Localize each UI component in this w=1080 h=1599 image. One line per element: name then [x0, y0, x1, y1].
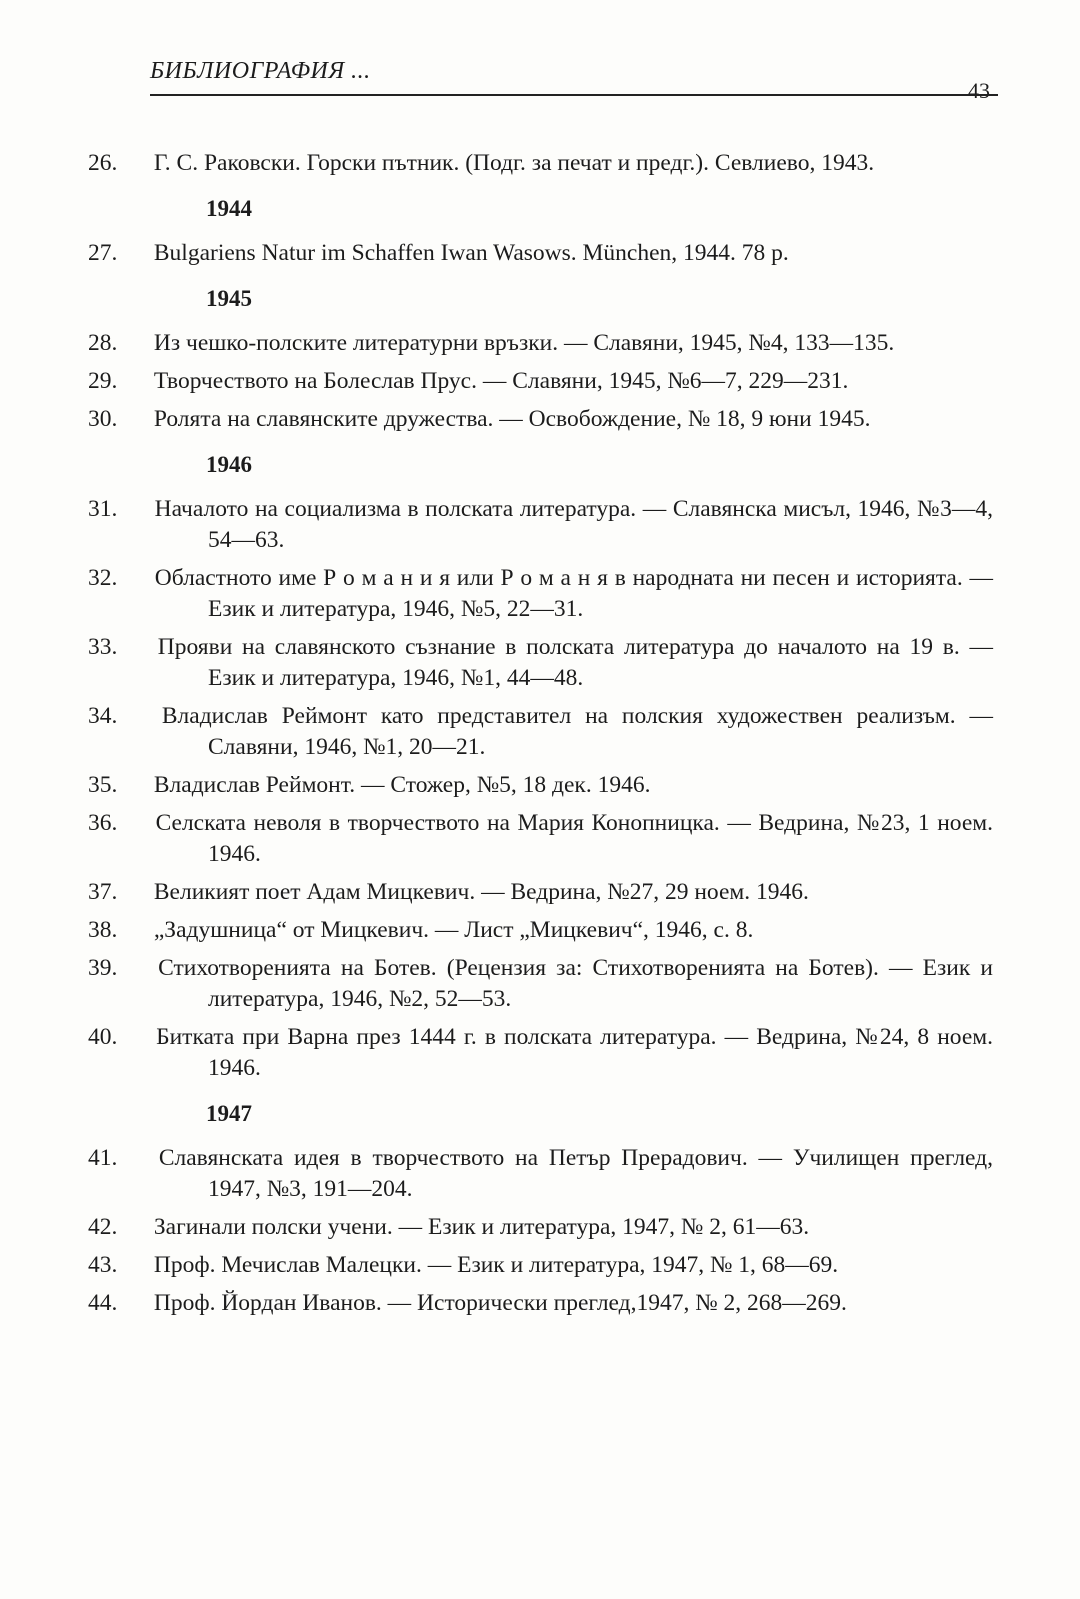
year-heading: 1944	[206, 196, 252, 221]
entry-text: Владислав Реймонт. — Стожер, №5, 18 дек. 1946.	[153, 772, 651, 798]
entry-text: Проф. Мечислав Малецки. — Език и литература, 1947, № 1, 68—69.	[153, 1252, 839, 1278]
bibliography-entry: 36. Селската неволя в творчеството на Мария Конопницка. — Ведрина, №23, 1 ноем. 1946.	[88, 810, 993, 867]
bibliography-entry: 35. Владислав Реймонт. — Стожер, №5, 18 дек. 1946.	[88, 772, 651, 798]
entry-text: Стихотворенията на Ботев. (Рецензия за: Стихотворенията на Ботев). — Език и литература, 1946, №2, 52—53.	[158, 955, 993, 1012]
bibliography-entry: 31. Началото на социализма в полската литература. — Славянска мисъл, 1946, №3—4, 54—63.	[88, 496, 994, 553]
bibliography-entry: 44. Проф. Йордан Иванов. — Исторически преглед,1947, № 2, 268—269.	[88, 1290, 847, 1316]
bibliography-section	[88, 283, 993, 435]
page-number: 43	[968, 78, 990, 103]
entry-text: Славянската идея в творчеството на Петър Прерадович. — Училищен преглед, 1947, №3, 191—204.	[158, 1145, 993, 1202]
entry-text: Областното име Р о м а н и я или Р о м а н я в народната ни песен и историята. — Език и литература, 1946, №5, 22—31.	[154, 565, 993, 622]
entry-text: Bulgariens Natur im Schaffen Iwan Wasows. München, 1944. 78 р.	[153, 240, 789, 266]
bibliography-list	[88, 148, 994, 1326]
entry-text: „Задушница“ от Мицкевич. — Лист „Мицкевич“, 1946, с. 8.	[153, 917, 754, 943]
bibliography-entry: 37. Великият поет Адам Мицкевич. — Ведрина, №27, 29 ноем. 1946.	[88, 879, 809, 905]
bibliography-section	[88, 449, 994, 1084]
bibliography-entry: 40. Битката при Варна през 1444 г. в полската литература. — Ведрина, №24, 8 ноем. 1946.	[88, 1024, 994, 1081]
bibliography-entry: 39. Стихотворенията на Ботев. (Рецензия за: Стихотворенията на Ботев). — Език и литература, 1946, №2, 52—53.	[88, 955, 993, 1012]
bibliography-entry: 30. Ролята на славянските дружества. — Освобождение, № 18, 9 юни 1945.	[88, 406, 871, 432]
bibliography-entry: 41. Славянската идея в творчеството на Петър Прерадович. — Училищен преглед, 1947, №3, 191—204.	[88, 1145, 993, 1202]
running-head: БИБЛИОГРАФИЯ ...	[150, 58, 371, 84]
entry-text: Битката при Варна през 1444 г. в полската литература. — Ведрина, №24, 8 ноем. 1946.	[156, 1024, 994, 1081]
entry-text: Из чешко-полските литературни връзки. — Славяни, 1945, №4, 133—135.	[153, 330, 895, 356]
bibliography-entry: 27. Bulgariens Natur im Schaffen Iwan Wasows. München, 1944. 78 р.	[88, 240, 789, 266]
entry-text: Великият поет Адам Мицкевич. — Ведрина, №27, 29 ноем. 1946.	[153, 879, 809, 905]
entry-text: Г. С. Раковски. Горски пътник. (Подг. за печат и предг.). Севлиево, 1943.	[153, 150, 875, 176]
entry-text: Загинали полски учени. — Език и литература, 1947, № 2, 61—63.	[153, 1214, 810, 1240]
entry-text: Ролята на славянските дружества. — Освобождение, № 18, 9 юни 1945.	[153, 406, 871, 432]
bibliography-section	[88, 1098, 993, 1319]
bibliography-entry: 28. Из чешко-полските литературни връзки. — Славяни, 1945, №4, 133—135.	[88, 330, 895, 356]
entry-text: Владислав Реймонт като представител на полския художествен реализъм. — Славяни, 1946, №1, 20—21.	[161, 703, 993, 760]
year-heading: 1947	[206, 1101, 252, 1126]
bibliography-entry: 42. Загинали полски учени. — Език и литература, 1947, № 2, 61—63.	[88, 1214, 810, 1240]
bibliography-entry: 34. Владислав Реймонт като представител на полския художествен реализъм. — Славяни, 1946, №1, 20—21.	[88, 703, 993, 760]
bibliography-entry: 29. Творчеството на Болеслав Прус. — Славяни, 1945, №6—7, 229—231.	[88, 368, 849, 394]
bibliography-entry: 43. Проф. Мечислав Малецки. — Език и литература, 1947, № 1, 68—69.	[88, 1252, 839, 1278]
page-header	[150, 58, 998, 102]
year-heading: 1945	[206, 286, 252, 311]
bibliography-section	[88, 193, 993, 269]
bibliography-entry: 38. „Задушница“ от Мицкевич. — Лист „Мицкевич“, 1946, с. 8.	[88, 917, 754, 943]
bibliography-entry: 32. Областното име Р о м а н и я или Р о м а н я в народната ни песен и историята. — Език и литература, 1946, №5, 22—31.	[88, 565, 993, 622]
bibliography-entry: 26. Г. С. Раковски. Горски пътник. (Подг. за печат и предг.). Севлиево, 1943.	[88, 150, 875, 176]
header-rule	[150, 94, 998, 96]
bibliography-section	[88, 148, 993, 179]
entry-text: Началото на социализма в полската литература. — Славянска мисъл, 1946, №3—4, 54—63.	[154, 496, 994, 553]
entry-text: Прояви на славянското съзнание в полската литература до началото на 19 в. — Език и литература, 1946, №1, 44—48.	[157, 634, 994, 691]
entry-text: Творчеството на Болеслав Прус. — Славяни, 1945, №6—7, 229—231.	[153, 368, 849, 394]
entry-text: Проф. Йордан Иванов. — Исторически преглед,1947, № 2, 268—269.	[153, 1290, 847, 1316]
entry-text: Селската неволя в творчеството на Мария Конопницка. — Ведрина, №23, 1 ноем. 1946.	[155, 810, 993, 867]
year-heading: 1946	[206, 452, 252, 477]
bibliography-entry: 33. Прояви на славянското съзнание в полската литература до началото на 19 в. — Език и литература, 1946, №1, 44—48.	[88, 634, 994, 691]
